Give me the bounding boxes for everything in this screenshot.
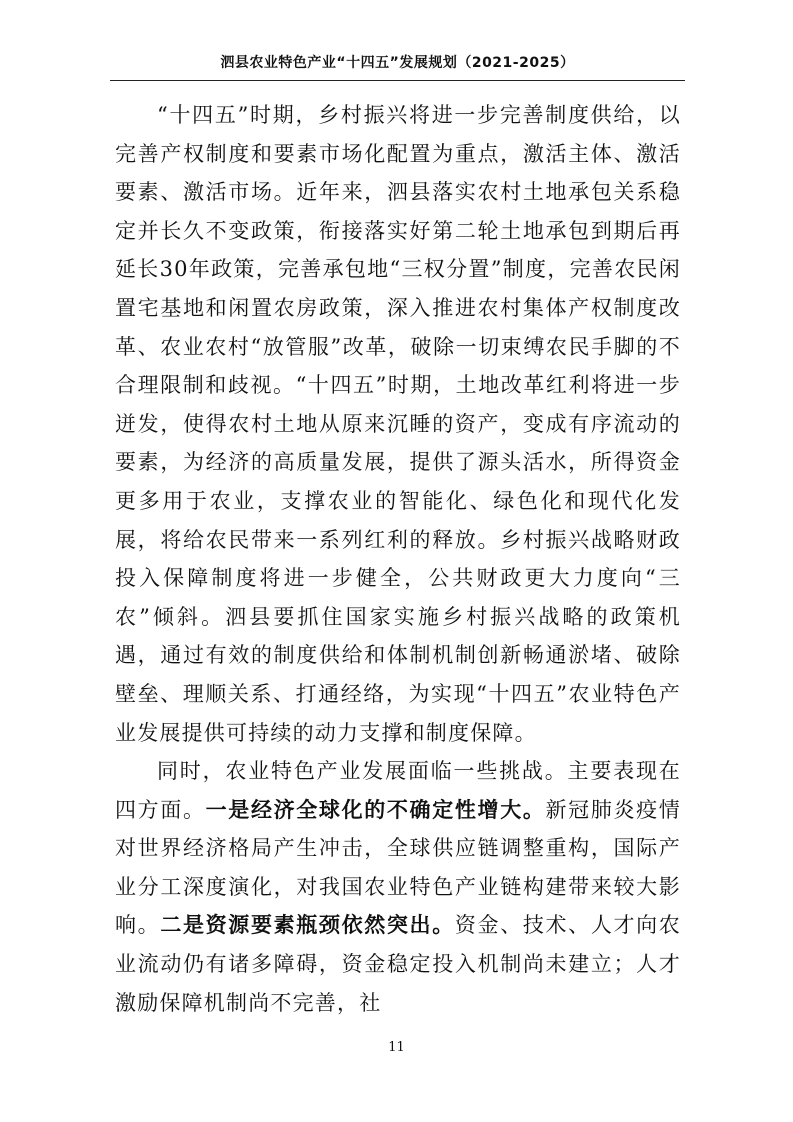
document-body <box>115 96 681 1022</box>
challenge-1-text: 新冠肺炎疫情对世界经济格局产生冲击，全球供应链调整重构，国际产业分工深度演化，对我国农业特色产业链构建带来较大影响。 <box>115 797 682 938</box>
paragraph-reform-policy: “十四五”时期，乡村振兴将进一步完善制度供给，以完善产权制度和要素市场化配置为重点，激活主体、激活要素、激活市场。近年来，泗县落实农村土地承包关系稳定并长久不变政策，衔接落实好第二轮土地承包到期后再延长30年政策，完善承包地“三权分置”制度，完善农民闲置宅基地和闲置农房政策，深入推进农村集体产权制度改革、农业农村“放管服”改革，破除一切束缚农民手脚的不合理限制和歧视。“十四五”时期，土地改革红利将进一步迸发，使得农村土地从原来沉睡的资产，变成有序流动的要素，为经济的高质量发展，提供了源头活水，所得资金更多用于农业，支撑农业的智能化、绿色化和现代化发展，将给农民带来一系列红利的释放。乡村振兴战略财政投入保障制度将进一步健全，公共财政更大力度向“三农”倾斜。泗县要抓住国家实施乡村振兴战略的政策机遇，通过有效的制度供给和体制机制创新畅通淤堵、破除壁垒、理顺关系、打通经络，为实现“十四五”农业特色产业发展提供可持续的动力支撑和制度保障。 <box>115 103 681 745</box>
header-divider <box>110 80 685 81</box>
running-header: 泗县农业特色产业“十四五”发展规划（2021-2025） <box>220 55 575 71</box>
challenge-1-heading: 一是经济全球化的不确定性增大。 <box>205 796 546 822</box>
page-number: 11 <box>388 1040 405 1055</box>
challenge-2-heading: 二是资源要素瓶颈依然突出。 <box>160 912 455 938</box>
challenge-2-text: 资金、技术、人才向农业流动仍有诸多障碍，资金稳定投入机制尚未建立；人才激励保障机制尚不完善，社 <box>115 913 682 1015</box>
paragraph-challenges <box>115 752 681 1022</box>
challenges-intro: 同时，农业特色产业发展面临一些挑战。主要表现在四方面。 <box>115 759 681 822</box>
